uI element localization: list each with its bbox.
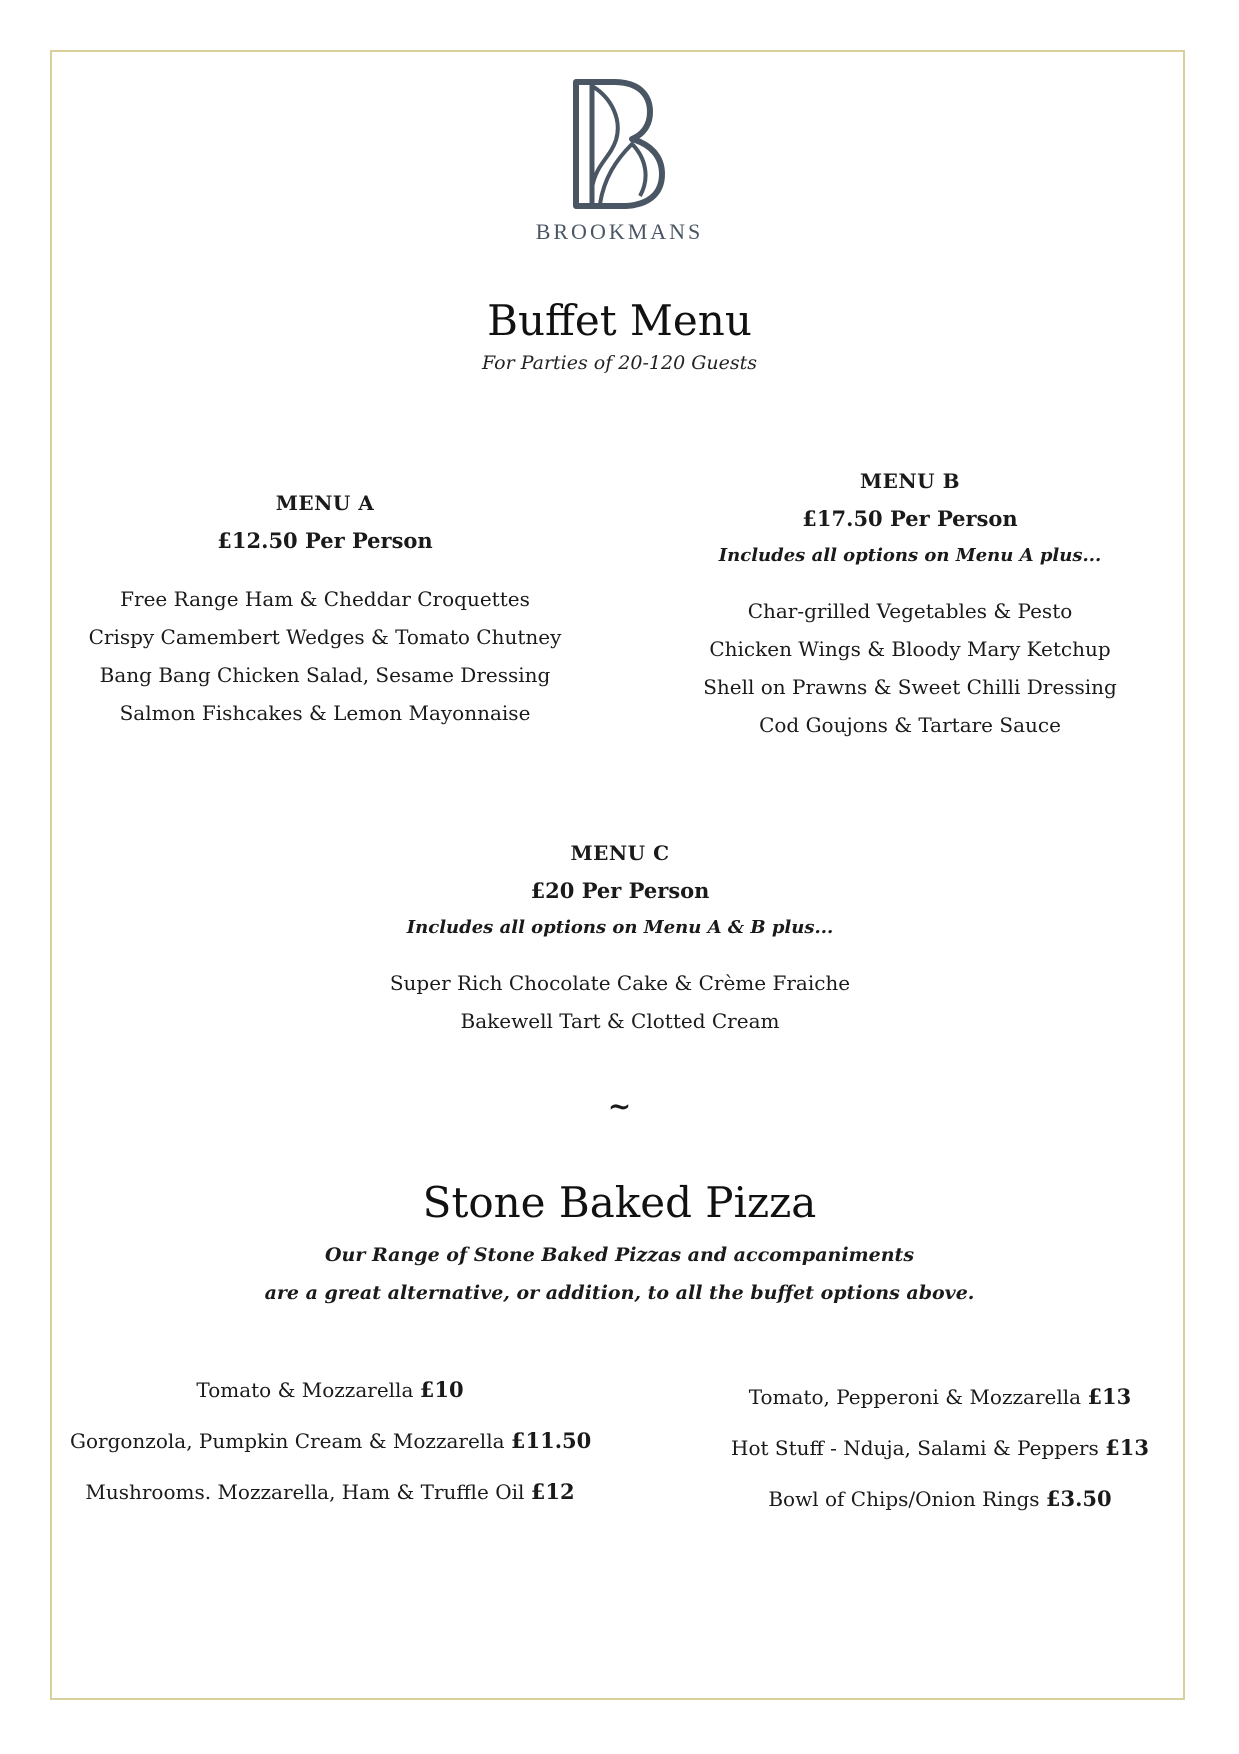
section-divider: ~ — [607, 1090, 632, 1123]
menu-a-items — [60, 580, 590, 732]
pizza-description-line: are a great alternative, or addition, to all the buffet options above. — [264, 1282, 975, 1304]
list-item: Chicken Wings & Bloody Mary Ketchup — [709, 637, 1111, 661]
list-item — [70, 1466, 590, 1517]
brand-name: BROOKMANS — [535, 219, 704, 244]
menu-b-section — [640, 462, 1180, 744]
pizza-description — [0, 1236, 1239, 1312]
list-item: Bang Bang Chicken Salad, Sesame Dressing — [99, 663, 551, 687]
menu-c-note: Includes all options on Menu A & B plus... — [406, 917, 834, 938]
pizza-price: £13 — [1105, 1435, 1149, 1460]
pizza-name: Tomato, Pepperoni & Mozzarella — [748, 1385, 1082, 1409]
pizza-price: £11.50 — [510, 1428, 592, 1453]
list-item: Bakewell Tart & Clotted Cream — [460, 1009, 780, 1033]
list-item — [690, 1473, 1190, 1524]
pizza-name: Hot Stuff - Nduja, Salami & Peppers — [731, 1436, 1099, 1460]
brand-logo — [0, 78, 1239, 214]
list-item: Super Rich Chocolate Cake & Crème Fraiche — [389, 971, 851, 995]
list-item — [70, 1415, 590, 1466]
menu-c-section — [320, 834, 920, 1040]
pizza-list-left — [70, 1364, 590, 1517]
menu-a-price: £12.50 Per Person — [217, 528, 433, 553]
menu-b-price: £17.50 Per Person — [802, 506, 1018, 531]
page-title: Buffet Menu — [487, 296, 752, 345]
pizza-list-right — [690, 1371, 1190, 1524]
list-item — [690, 1371, 1190, 1422]
list-item: Salmon Fishcakes & Lemon Mayonnaise — [119, 701, 531, 725]
pizza-name: Bowl of Chips/Onion Rings — [768, 1487, 1040, 1511]
list-item: Char-grilled Vegetables & Pesto — [747, 599, 1073, 623]
list-item — [690, 1422, 1190, 1473]
brookmans-b-logo-icon — [570, 78, 670, 210]
pizza-description-line: Our Range of Stone Baked Pizzas and accompaniments — [324, 1244, 915, 1266]
pizza-price: £10 — [419, 1377, 464, 1402]
menu-a-section — [60, 484, 590, 732]
menu-c-name: MENU C — [570, 841, 670, 865]
list-item: Free Range Ham & Cheddar Croquettes — [120, 587, 530, 611]
menu-c-items — [320, 964, 920, 1040]
page-subtitle: For Parties of 20-120 Guests — [482, 352, 757, 374]
pizza-section-title: Stone Baked Pizza — [422, 1178, 817, 1227]
list-item: Cod Goujons & Tartare Sauce — [759, 713, 1061, 737]
list-item: Crispy Camembert Wedges & Tomato Chutney — [88, 625, 562, 649]
menu-b-name: MENU B — [860, 469, 960, 493]
menu-c-price: £20 Per Person — [530, 878, 710, 903]
pizza-price: £12 — [530, 1479, 575, 1504]
menu-b-items — [640, 592, 1180, 744]
list-item: Shell on Prawns & Sweet Chilli Dressing — [703, 675, 1117, 699]
pizza-name: Tomato & Mozzarella — [196, 1378, 414, 1402]
pizza-name: Mushrooms. Mozzarella, Ham & Truffle Oil — [85, 1480, 525, 1504]
pizza-price: £13 — [1087, 1384, 1132, 1409]
menu-b-note: Includes all options on Menu A plus... — [718, 545, 1102, 566]
pizza-name: Gorgonzola, Pumpkin Cream & Mozzarella — [70, 1429, 505, 1453]
pizza-price: £3.50 — [1045, 1486, 1112, 1511]
list-item — [70, 1364, 590, 1415]
menu-a-name: MENU A — [275, 491, 375, 515]
